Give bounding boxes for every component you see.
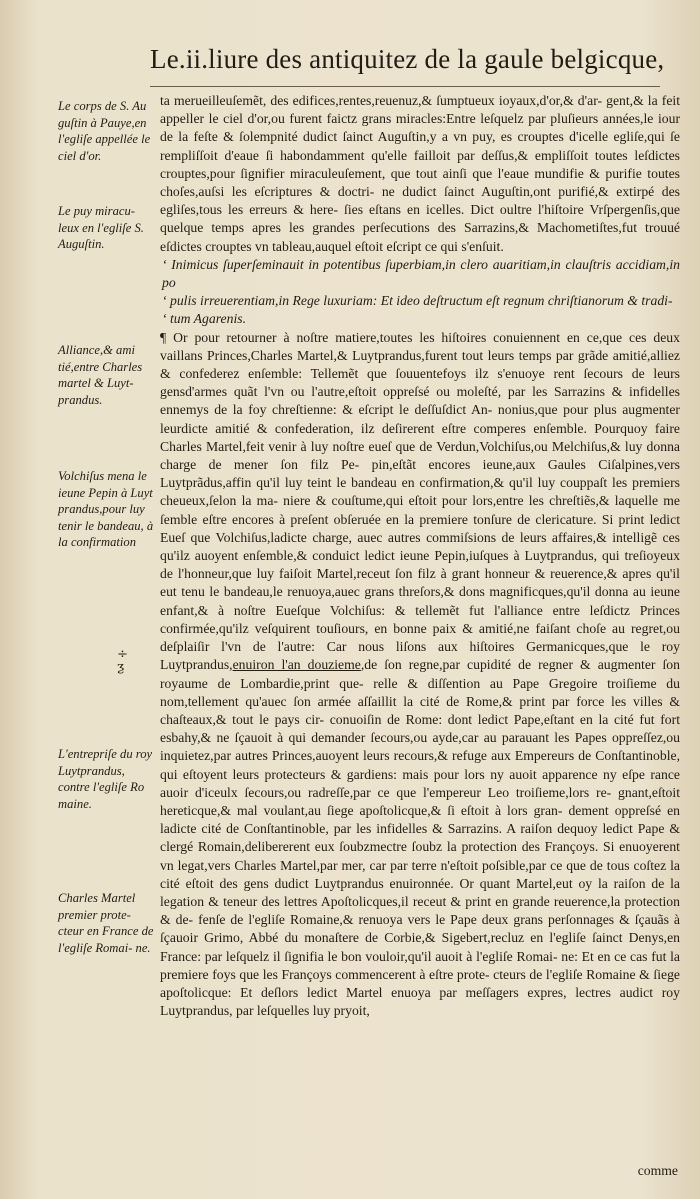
paragraph: ta merueilleuſemẽt, des edifices,rentes,reuenuz,& ſumptueux ioyaux,d'or,& d'ar- gent,& la feit appeller le ciel d'or,ou furent faictz grans miracles:Entre leſquelz par pluſieurs années,le iour de la feſte & ſolempnité dudict ſainct Auguſtin,y a vn puy, es crouptes d'icelle egliſe,qui ſe rempliſſoit d'eaue ſi habondamment qu'elle failloit par deſſus,& empliſſoit toutes leſdictes crouptes,pour ſignifier miraculeuſement, que tout ainſi que l'eaue mundifie & purifie toutes choſes,auſsi les eſcriptures & doctri- ne dudict ſainct Auguſtin,ont purifié,& extirpé des egliſes,tous les erreurs & here- ſies eſtans en icelles. Dict oultre l'hiſtoire Vrſpergenſis,que quelque temps apres les grandes perſecutions des Sarrazins,& Machometiſtes,fut trouué eſdictes crouptes vn tableau,auquel eſtoit eſcript ce qui s'enſuit. [160, 93, 680, 254]
marginal-mark: ƺ [117, 660, 125, 675]
paragraph [160, 329, 680, 1021]
latin-quote-line: ‘ Inimicus ſuperſeminauit in potentibus ſuperbiam,in clero auaritiam,in clauſtris accidiam,in po [162, 256, 680, 291]
paragraph-text: ,de ſon regne,par cupidité de regner & augmenter ſon royaume de Lombardie,print que- relle & diſſention au Pape Gregoire troiſieme du nom,tellement qu'auec ſon armée aſſaillit la cité de Rome,& print par force les villes & chaſteaux,& tout le pays cir- conuoiſin de Rome: dont ledict Pape,eſtant en la cité fut fort esbahy,& ne ſçauoit à qui demander ſecours,ou ayde,car au parauant les Papes oppreſſez,ou inquietez,par autres Princes,auoyent leurs recours,& refuge aux Empereurs de Conſtantinoble, qui eſtoyent leurs protecteurs & gardiens: mais pour lors ny auoit apparence ny eſpe rance auoir d'iceulx ſecours,ou radreſſe,par ce que l'empereur Leo troiſieme,lors re- gnant,eſtoit hereticque,& mal voulant,au ſiege apoſtolicque,& ſi eſtoit à lors gran- dement oppreſsé en ladicte cité de Conſtantinoble, par les infidelles & Sarrazins. A raiſon dequoy ledict Pape & clergé Romain,delibererent eux ſoubzmectre ſoubz la protection des Françoys. Si enuoyerent vn legat,vers Charles Martel,par mer, car par terre n'eſtoit poſsible,par ce que de tous coſtez la cité eſtoit des gens dudict Luytprandus enuironnée. Or quant Martel,eut oy la raiſon de la legation & teneur des lettres Apoſtolicques,il receut & print en grande reuerence,la protection & de- fenſe de l'egliſe Romaine,& renuoya vers le Pape deux grans perſonnages & ſçauãs à ſçauoir Grimo, Abbé du monaſtere de Corbie,& Sigebert,recluz en l'egliſe ſainct Denys,en France: par leſquelz il ſignifia le bon vouloir,qu'il auoit à l'egliſe Romai- ne: Et en ce cas fut la premiere foys que les Françoys commencerent à eſtre prote- cteurs de l'egliſe Romaine & ſiege apoſtolicque: Et deſlors ledict Martel enuoya par meſſagers expres, lectres audict roy Luytprandus, par leſquelles luy pryoit, [160, 657, 680, 1019]
latin-quote-line: ‘ tum Agarenis. [162, 311, 247, 327]
catchword: comme [637, 1163, 678, 1178]
body-text [160, 92, 680, 1020]
margin-note-corps-augustin: Le corps de S. Au guſtin à Pauye,en l'egliſe appellée le ciel d'or. [58, 99, 151, 163]
margin-note-volchisus: Volchiſus mena le ieune Pepin à Luyt prandus,pour luy tenir le bandeau, à la confirmation [58, 469, 154, 549]
page-title: Le.ii.liure des antiquitez de la gaule belgicque, [150, 44, 665, 74]
margin-note-alliance: Alliance,& ami tié,entre Charles martel & Luyt- prandus. [58, 343, 143, 407]
margin-note-entreprise: L'entrepriſe du roy Luytprandus, contre l'egliſe Ro maine. [58, 747, 153, 811]
marginal-marks [117, 648, 128, 674]
header-rule [150, 86, 660, 87]
margin-note-puy-miraculeux: Le puy miracu- leux en l'egliſe S. Auguſtin. [58, 204, 144, 251]
underlined-phrase: enuiron l'an douzieme [232, 657, 361, 673]
latin-quote-line: ‘ pulis irreuerentiam,in Rege luxuriam: Et ideo deſtructum eſt regnum chriſtianorum & tradi- [162, 293, 673, 309]
paragraph-text: ¶ Or pour retourner à noſtre matiere,toutes les hiſtoires conuiennent en ce,que ces deux vaillans Princes,Charles Martel,& Luytprandus,furent tout leurs temps par grãde amitié,alliez & confederez enſemble: Tellemẽt que ſouuentefoys ilz s'enuoye rent ſecours de leurs gensd'armes quãt l'vn ou l'autre,eſtoit oppreſsé ou moleſté, par les Sarrazins & infidelles ennemys de la foy chreſtienne: & eſcript le deſſuſdict An- nonius,que pour plus augmenter leurdicte amitié & confederation, ilz deſirerent eſtre comperes enſemble. Pourquoy faire Charles Martel,feit venir à luy noſtre eueſ que de Verdun,Volchiſus,ou Melchiſus,& luy donna charge de mener ſon filz Pe- pin,eſtãt encores ieune,aux Gaules Ciſalpines,vers Luytprãdus,affin qu'il luy teint le bandeau en confirmation,& qu'il luy couppaſt les premiers cheueux,ſelon la ma- niere & couſtume,qui eſtoit pour lors,entre les chreſtiẽs,& laquelle me ſemble eſtre encores à preſent obſeruée en la premiere tonſure de clericature. Si print ledict Eueſ que Volchiſus,ladicte charge, auec autres commiſsions de leurs affaires,& intelligẽ ces qu'ilz auoyent enſemble,& conduict ledict ieune Pepin,iuſques à Luytprandus, qui treſioyeux de l'honneur,que luy faiſoit Martel,receut ſon filz à grant honneur & reuerence,& apres qu'il eut tenu le bandeau,le renuoya,auec grans threſors,& dons magnificques,qu'il donna au ieune enfant,& à noſtre Eueſque Volchiſus: & tellemẽt fut l'alliance entre leſdictz Princes confirmée,qu'ilz veſquirent touſiours, en bonne paix & amitié,ne faiſant choſe au regret,ou deſplaiſir l'vn de l'autre: Car nous liſons aux hiſtoires Germanicques,que le roy Luytprandus, [160, 329, 680, 673]
marginal-mark: ÷ [117, 647, 128, 662]
margin-note-charles-martel: Charles Martel premier prote- cteur en France de l'egliſe Romai- ne. [58, 891, 154, 955]
